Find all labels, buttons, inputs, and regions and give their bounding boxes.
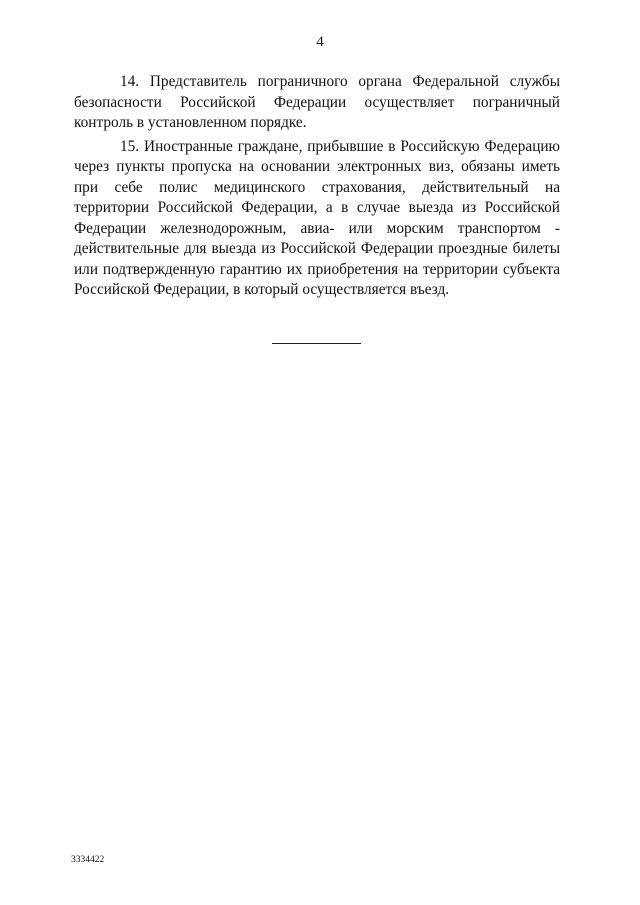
paragraph-15: 15. Иностранные граждане, прибывшие в Российскую Федерацию через пункты пропуска на основании электронных виз, обязаны иметь при себе полис медицинского страхования, действительный на территории Российской Федерации, а в случае выезда из Российской Федерации железнодорожным, авиа- или морским транспортом - действительные для выезда из Российской Федерации проездные билеты или подтвержденную гарантию их приобретения на территории субъекта Российской Федерации, в который осуществляется въезд.	[74, 137, 560, 298]
end-separator-line	[272, 343, 361, 344]
page-number: 4	[316, 34, 324, 50]
document-code: 3334422	[71, 855, 105, 865]
paragraph-14: 14. Представитель пограничного органа Федеральной службы безопасности Российской Федерации осуществляет пограничный контроль в установленном порядке.	[74, 73, 560, 131]
document-body	[74, 72, 560, 304]
